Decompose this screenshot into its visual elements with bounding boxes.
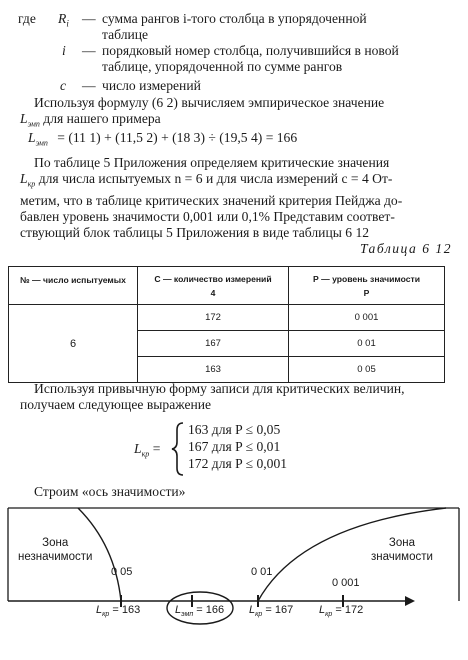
table-row xyxy=(9,305,445,331)
axis-value-label: $L_{кр} = 167$ xyxy=(249,604,294,619)
table-cell: 0 001 xyxy=(289,305,445,331)
formula-1 xyxy=(28,130,297,152)
formula-lhs: L xyxy=(134,441,142,456)
table-cell: 167 xyxy=(138,331,289,357)
table-header-n: № — число испытуемых xyxy=(9,267,138,305)
legend-dash: — xyxy=(82,78,96,93)
legend-text-cont: таблице, упорядоченной по сумме рангов xyxy=(102,59,343,74)
brace-icon xyxy=(171,421,185,477)
formula-case: 167 для P ≤ 0,01 xyxy=(188,439,281,454)
formula-eq: = xyxy=(152,441,161,456)
paragraph-2-line-2: для числа испытуемых n = 6 и для числа измерений c = 4 От- xyxy=(38,171,393,186)
table-cell-n: 6 xyxy=(9,305,138,383)
legend-dash: — xyxy=(82,43,96,58)
paragraph-2-line-3: метим, что в таблице критических значений критерия Пейджа до- xyxy=(20,192,403,208)
level-label: 0 05 xyxy=(111,566,133,578)
table-cell: 0 01 xyxy=(289,331,445,357)
symbol-sub: кр xyxy=(27,179,36,189)
table-cell: 163 xyxy=(138,357,289,383)
paragraph-1 xyxy=(20,95,384,133)
axis-title: Строим «ось значимости» xyxy=(34,484,186,499)
level-label: 0 001 xyxy=(332,577,360,589)
table-header-p: Р — уровень значимости Р xyxy=(289,267,445,305)
formula-sub: эмп xyxy=(35,138,48,148)
symbol-sub: эмп xyxy=(27,119,40,129)
zone-nonsignificance-label: Зона незначимости xyxy=(18,537,93,563)
formula-case: 172 для P ≤ 0,001 xyxy=(188,456,288,471)
formula-rhs: = (11 1) + (11,5 2) + (18 3) ÷ (19,5 4) = 166 xyxy=(57,130,298,145)
arrow-icon xyxy=(405,596,415,606)
critical-values-table xyxy=(8,266,445,383)
paragraph-2-line-1: По таблице 5 Приложения определяем критические значения xyxy=(34,155,390,170)
legend-text-cont: таблице xyxy=(102,27,149,42)
table-cell: 0 05 xyxy=(289,357,445,383)
paragraph-3-line-2: получаем следующее выражение xyxy=(20,397,212,412)
formula-case: 163 для P ≤ 0,05 xyxy=(188,422,281,437)
legend-row-R xyxy=(18,11,367,42)
table-header-c: С — количество измерений 4 xyxy=(138,267,289,305)
zone-significance-label: Зона значимости xyxy=(371,537,433,563)
legend-dash: — xyxy=(82,11,96,26)
symbol-L: L xyxy=(20,111,28,126)
paragraph-3-line-1: Используя привычную форму записи для критических величин, xyxy=(34,381,405,396)
table-cell: 172 xyxy=(138,305,289,331)
symbol-L: L xyxy=(20,171,28,186)
legend-lead: где xyxy=(18,11,36,26)
legend-symbol: c xyxy=(60,78,67,93)
axis-drawing xyxy=(0,500,468,660)
formula-2 xyxy=(134,421,354,477)
paragraph-2-line-4: бавлен уровень значимости 0,001 или 0,1% Представим соответ- xyxy=(20,208,395,224)
axis-value-label: $L_{эмп} = 166$ xyxy=(175,604,225,619)
legend-symbol: R xyxy=(58,11,67,26)
legend-symbol: i xyxy=(62,43,66,58)
legend-sub: i xyxy=(66,18,69,29)
paragraph-1-line-1: Используя формулу (6 2) вычисляем эмпирическое значение xyxy=(34,95,385,110)
axis-value-label: $L_{кр} = 172$ xyxy=(319,604,364,619)
legend-text: порядковый номер столбца, получившийся в новой xyxy=(102,43,399,58)
formula-sub: кр xyxy=(141,449,150,459)
legend-text: сумма рангов i-того столбца в упорядоченной xyxy=(102,11,367,26)
axis-value-label: $L_{кр} = 163$ xyxy=(96,604,141,619)
formula-lhs: L xyxy=(28,130,36,145)
paragraph-2 xyxy=(20,155,402,241)
paragraph-3 xyxy=(20,381,405,413)
significance-axis-figure xyxy=(0,500,468,660)
paragraph-2-line-5: ствующий блок таблицы 5 Приложения в виде таблицы 6 12 xyxy=(20,224,370,240)
table-caption: Таблица 6 12 xyxy=(359,241,452,256)
level-label: 0 01 xyxy=(251,566,273,578)
paragraph-1-line-2: для нашего примера xyxy=(43,111,161,126)
legend-text: число измерений xyxy=(102,78,201,93)
